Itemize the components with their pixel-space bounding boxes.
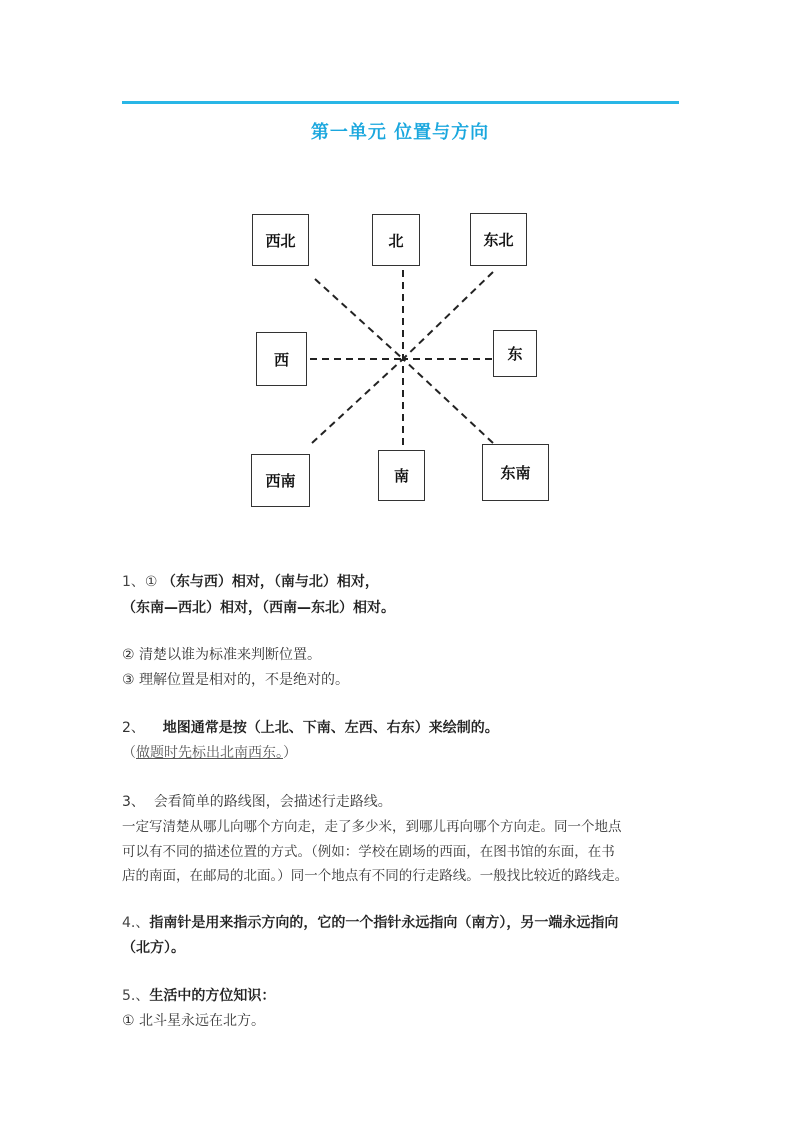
s3-heading: 3、 会看简单的路线图，会描述行走路线。	[122, 794, 392, 810]
page-title: 第一单元 位置与方向	[310, 122, 490, 143]
s5-bold: 生活中的方位知识：	[149, 988, 276, 1004]
s5-prefix: 5.、	[122, 988, 150, 1004]
s4-line1	[122, 911, 618, 935]
s2-note-underlined: 做题时先标出北南西东。	[136, 745, 283, 761]
box-north: 北	[372, 214, 420, 266]
s4-prefix: 4.、	[122, 915, 150, 931]
s1-bold1: （东与西）相对，（南与北）相对，	[161, 574, 379, 590]
box-east: 东	[493, 330, 537, 377]
s2-bold: 地图通常是按（上北、下南、左西、右东）来绘制的。	[162, 720, 499, 736]
s1-point2: ② 清楚以谁为标准来判断位置。	[122, 647, 322, 663]
box-south: 南	[378, 450, 425, 501]
line-sw	[312, 359, 403, 443]
s1-prefix: 1、①	[122, 574, 162, 590]
s4-bold1: 指南针是用来指示方向的，它的一个指针永远指向（南方），另一端永远指向	[149, 915, 619, 931]
s2-note	[122, 741, 297, 765]
s2-prefix: 2、	[122, 720, 163, 736]
line-nw	[315, 279, 403, 359]
box-southwest: 西南	[251, 454, 310, 507]
s2-note-open: （	[122, 745, 136, 761]
s1-line1	[122, 570, 379, 594]
s5-heading	[122, 984, 275, 1008]
s3-para1: 一定写清楚从哪儿向哪个方向走，走了多少米，到哪儿再向哪个方向走。同一个地点	[122, 819, 622, 835]
box-southeast: 东南	[482, 444, 549, 501]
s5-point1: ① 北斗星永远在北方。	[122, 1013, 266, 1029]
s1-line2: （东南—西北）相对，（西南—东北）相对。	[122, 600, 395, 616]
box-west: 西	[256, 332, 307, 386]
compass-diagram	[0, 0, 800, 560]
s2-note-close: ）	[283, 745, 297, 761]
s1-point3: ③ 理解位置是相对的，不是绝对的。	[122, 672, 350, 688]
box-northwest: 西北	[252, 214, 309, 266]
box-northeast: 东北	[470, 213, 527, 266]
s4-line2: （北方）。	[122, 940, 185, 956]
s2-heading	[122, 716, 499, 740]
line-ne	[403, 272, 493, 359]
s3-para2: 可以有不同的描述位置的方式。（例如：学校在剧场的西面，在图书馆的东面，在书	[122, 844, 615, 860]
s3-para3: 店的南面，在邮局的北面。）同一个地点有不同的行走路线。一般找比较近的路线走。	[122, 868, 629, 884]
line-se	[403, 359, 493, 443]
